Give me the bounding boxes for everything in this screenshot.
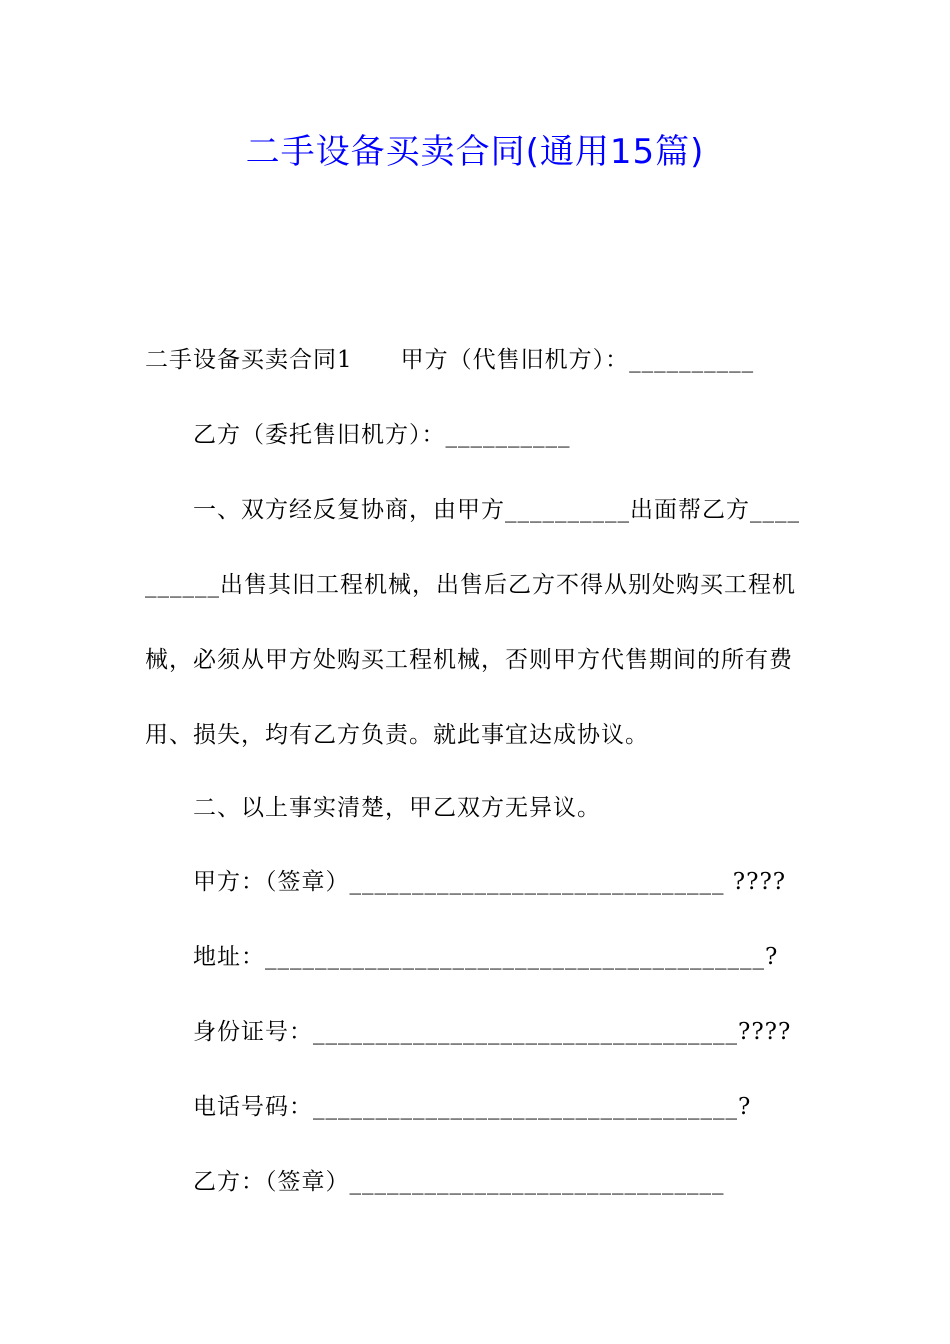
- address-line: 地址：________________________________________?: [193, 944, 779, 970]
- party-a-signature-line: 甲方：（签章）______________________________ ????: [193, 869, 787, 895]
- party-b-line: 乙方（委托售旧机方）：__________: [193, 422, 571, 448]
- party-b-signature-line: 乙方：（签章）______________________________: [193, 1169, 725, 1195]
- contract-heading-line: 二手设备买卖合同1 甲方（代售旧机方）：__________: [145, 347, 755, 373]
- clause-two-line: 二、以上事实清楚，甲乙双方无异议。: [193, 795, 601, 821]
- id-number-line: 身份证号：__________________________________????: [193, 1019, 792, 1045]
- clause-one-line-2: ______出售其旧工程机械，出售后乙方不得从别处购买工程机: [145, 572, 796, 598]
- document-title: 二手设备买卖合同(通用15篇): [245, 132, 705, 172]
- phone-number-line: 电话号码：__________________________________?: [193, 1094, 752, 1120]
- clause-one-line-1: 一、双方经反复协商，由甲方__________出面帮乙方____: [193, 497, 800, 523]
- clause-one-line-4: 用、损失，均有乙方负责。就此事宜达成协议。: [145, 722, 649, 748]
- clause-one-line-3: 械，必须从甲方处购买工程机械，否则甲方代售期间的所有费: [145, 647, 793, 673]
